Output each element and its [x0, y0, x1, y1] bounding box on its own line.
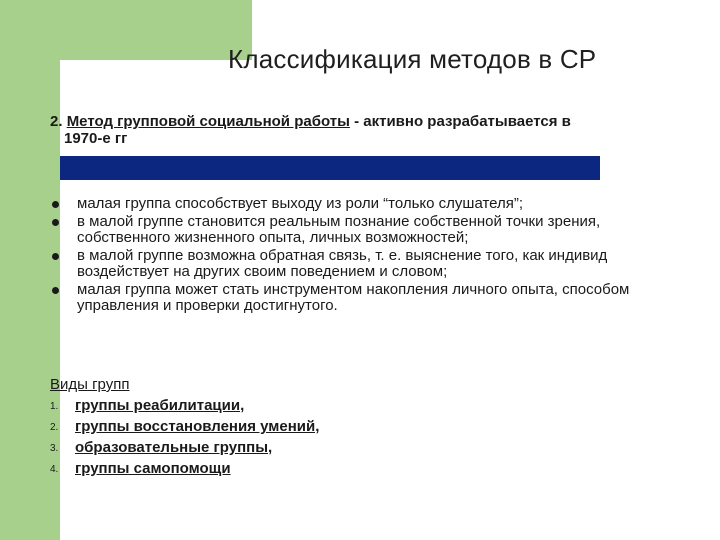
list-item	[52, 282, 692, 314]
item-number: 2.	[50, 422, 59, 433]
list-item	[50, 416, 650, 437]
decorative-green-header-block	[60, 0, 252, 60]
item-number: 4.	[50, 464, 59, 475]
list-item	[50, 458, 650, 479]
list-item	[52, 196, 692, 212]
list-item	[52, 214, 692, 246]
item-text: образовательные группы,	[75, 439, 273, 456]
decorative-curve	[60, 60, 120, 120]
item-number: 1.	[50, 401, 59, 412]
group-types-heading: Виды групп	[50, 376, 130, 393]
bullet-icon	[52, 287, 59, 294]
method-years: 1970-е гг	[64, 130, 128, 147]
item-text: группы реабилитации,	[75, 397, 245, 414]
bullet-text: малая группа может стать инструментом накопления личного опыта, способом управления и проверки достигнутого.	[77, 281, 630, 314]
decorative-navy-bar	[60, 156, 600, 180]
bullet-icon	[52, 219, 59, 226]
item-text: группы самопомощи	[75, 460, 231, 477]
list-item	[50, 437, 650, 458]
method-name: Метод групповой социальной работы	[66, 113, 350, 130]
bullet-list	[52, 196, 692, 316]
bullet-text: в малой группе становится реальным познание собственной точки зрения, собственного жизненного опыта, личных возможностей;	[77, 213, 601, 246]
bullet-text: малая группа способствует выходу из роли “только слушателя”;	[77, 195, 524, 212]
list-item	[52, 248, 692, 280]
method-number: 2.	[50, 113, 63, 130]
method-description: - активно разрабатывается в	[354, 113, 571, 130]
list-item	[50, 395, 650, 416]
item-text: группы восстановления умений,	[75, 418, 320, 435]
slide-title: Классификация методов в СР	[228, 44, 597, 74]
group-types-list	[50, 395, 650, 479]
group-types-section	[50, 374, 650, 479]
bullet-icon	[52, 201, 59, 208]
method-heading	[50, 113, 690, 147]
item-number: 3.	[50, 443, 59, 454]
bullet-text: в малой группе возможна обратная связь, т. е. выяснение того, как индивид воздействует на других своим поведением и словом;	[77, 247, 608, 280]
bullet-icon	[52, 253, 59, 260]
